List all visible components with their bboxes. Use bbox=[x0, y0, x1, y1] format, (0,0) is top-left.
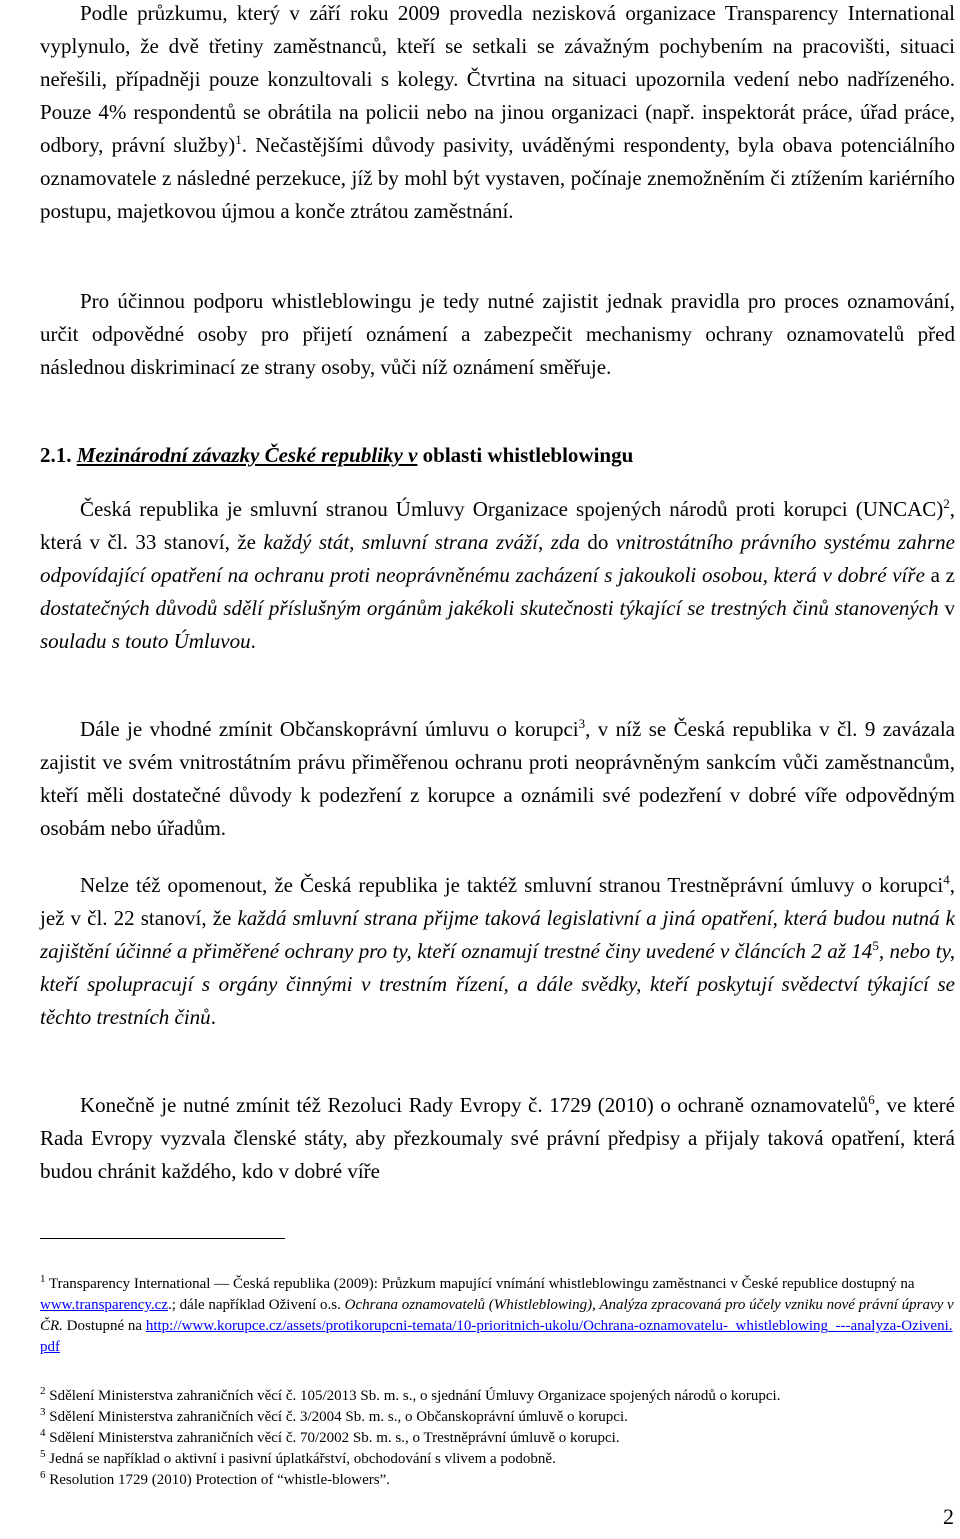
footnote-separator bbox=[40, 1238, 285, 1239]
paragraph-civil-convention: Dále je vhodné zmínit Občanskoprávní úmluvu o korupci$^3$, v níž se Česká republika v čl. 9 zavázala zajistit ve svém vnitrostátním právu přiměřenou ochranu proti neoprávněným sankcím vůči zaměstnancům, kteří měli dostatečné důvody k podezření z korupce a oznámili své podezření v dobré víře odpovědným osobám nebo úřadům. bbox=[40, 716, 955, 840]
paragraph-uncac: Česká republika je smluvní stranou Úmluvy Organizace spojených národů proti korupci (UNCAC)$^2$, která v čl. 33 stanoví, že každý stát, smluvní strana zváží, zda do vnitrostátního právního systému zahrne odpovídající opatření na ochranu proti neoprávněnému zacházení s jakoukoli osobou, která v dobré víře a z dostatečných důvodů sdělí příslušným orgánům jakékoli skutečnosti týkající se trestných činů stanovených v souladu s touto Úmluvou. bbox=[40, 496, 955, 653]
footnote-ref-4[interactable]: 4 bbox=[943, 872, 950, 887]
footnote-link-transparency[interactable]: www.transparency.cz bbox=[40, 1297, 168, 1313]
footnote-4: $^4$ Sdělení Ministerstva zahraničních věcí č. 70/2002 Sb. m. s., o Trestněprávní úmluvě o korupci. bbox=[40, 1427, 620, 1446]
paragraph-council-resolution: Konečně je nutné zmínit též Rezoluci Rady Evropy č. 1729 (2010) o ochraně oznamovatelů$^6$, ve které Rada Evropy vyzvala členské státy, aby přezkoumaly své právní předpisy a přijaly taková opatření, která budou chránit každého, kdo v dobré víře bbox=[40, 1092, 955, 1183]
footnote-5: $^5$ Jedná se například o aktivní i pasivní úplatkářství, obchodování s vlivem a podobně. bbox=[40, 1448, 556, 1467]
footnote-ref-6[interactable]: 6 bbox=[868, 1092, 875, 1107]
footnote-1: $^1$ Transparency International — Česká republika (2009): Průzkum mapující vnímání whistleblowingu zaměstnanci v České republice dostupný na www.transparency.cz.; dále například Oživení o.s. Ochrana oznamovatelů (Whistleblowing), Analýza zpracovaná pro účely vzniku nové právní úpravy v ČR. Dostupné na http://www.korupce.cz/assets/protikorupcni-temata/10-prioritnich-ukolu/Ochrana-oznamovatelu-_whistleblowing_---analyza-Oziveni.pdf bbox=[40, 1273, 954, 1355]
footnote-ref-1[interactable]: 1 bbox=[235, 132, 242, 147]
footnote-3: $^3$ Sdělení Ministerstva zahraničních věcí č. 3/2004 Sb. m. s., o Občanskoprávní úmluvě o korupci. bbox=[40, 1406, 628, 1425]
footnote-ref-3[interactable]: 3 bbox=[578, 716, 586, 731]
footnote-ref-5[interactable]: 5 bbox=[872, 938, 879, 953]
section-heading: 2.1. Mezinárodní závazky České republiky v oblasti whistleblowingu bbox=[40, 443, 634, 467]
footnote-ref-2[interactable]: 2 bbox=[943, 496, 950, 511]
footnote-link-korupce[interactable]: http://www.korupce.cz/assets/protikorupcni-temata/10-prioritnich-ukolu/Ochrana-oznamovatelu-_whistleblowing_---analyza-Oziveni.pdf bbox=[40, 1318, 953, 1355]
page-number: 2 bbox=[943, 1504, 954, 1529]
footnote-2: $^2$ Sdělení Ministerstva zahraničních věcí č. 105/2013 Sb. m. s., o sjednání Úmluvy Organizace spojených národů o korupci. bbox=[40, 1385, 781, 1404]
footnote-6: $^6$ Resolution 1729 (2010) Protection of “whistle-blowers”. bbox=[40, 1469, 391, 1488]
paragraph-support: Pro účinnou podporu whistleblowingu je tedy nutné zajistit jednak pravidla pro proces oznamování, určit odpovědné osoby pro přijetí oznámení a zabezpečit mechanismy ochrany oznamovatelů před následnou diskriminací ze strany osoby, vůči níž oznámení směřuje. bbox=[40, 289, 955, 379]
paragraph-survey: Podle průzkumu, který v září roku 2009 provedla nezisková organizace Transparency International vyplynulo, že dvě třetiny zaměstnanců, kteří se setkali se závažným pochybením na pracovišti, situaci neřešili, případněji pouze konzultovali s kolegy. Čtvrtina na situaci upozornila vedení nebo nadřízeného. Pouze 4% respondentů se obrátila na policii nebo na jinou organizaci (např. inspektorát práce, úřad práce, odbory, právní služby)$^1$. Nečastějšími důvody pasivity, uváděnými respondenty, byla obava potenciálního oznamovatele z následné perzekuce, jíž by mohl být vystaven, počínaje znemožněním či ztížením kariérního postupu, majetkovou újmou a konče ztrátou zaměstnání. bbox=[40, 1, 955, 223]
paragraph-criminal-convention: Nelze též opomenout, že Česká republika je taktéž smluvní stranou Trestněprávní úmluvy o korupci$^4$, jež v čl. 22 stanoví, že každá smluvní strana přijme taková legislativní a jiná opatření, která budou nutná k zajištění účinné a přiměřené ochrany pro ty, kteří oznamují trestné činy uvedené v článcích 2 až $14^5$, nebo ty, kteří spolupracují s orgány činnými v trestním řízení, a dále svědky, kteří poskytují svědectví týkající se těchto trestních činů. bbox=[40, 872, 955, 1029]
